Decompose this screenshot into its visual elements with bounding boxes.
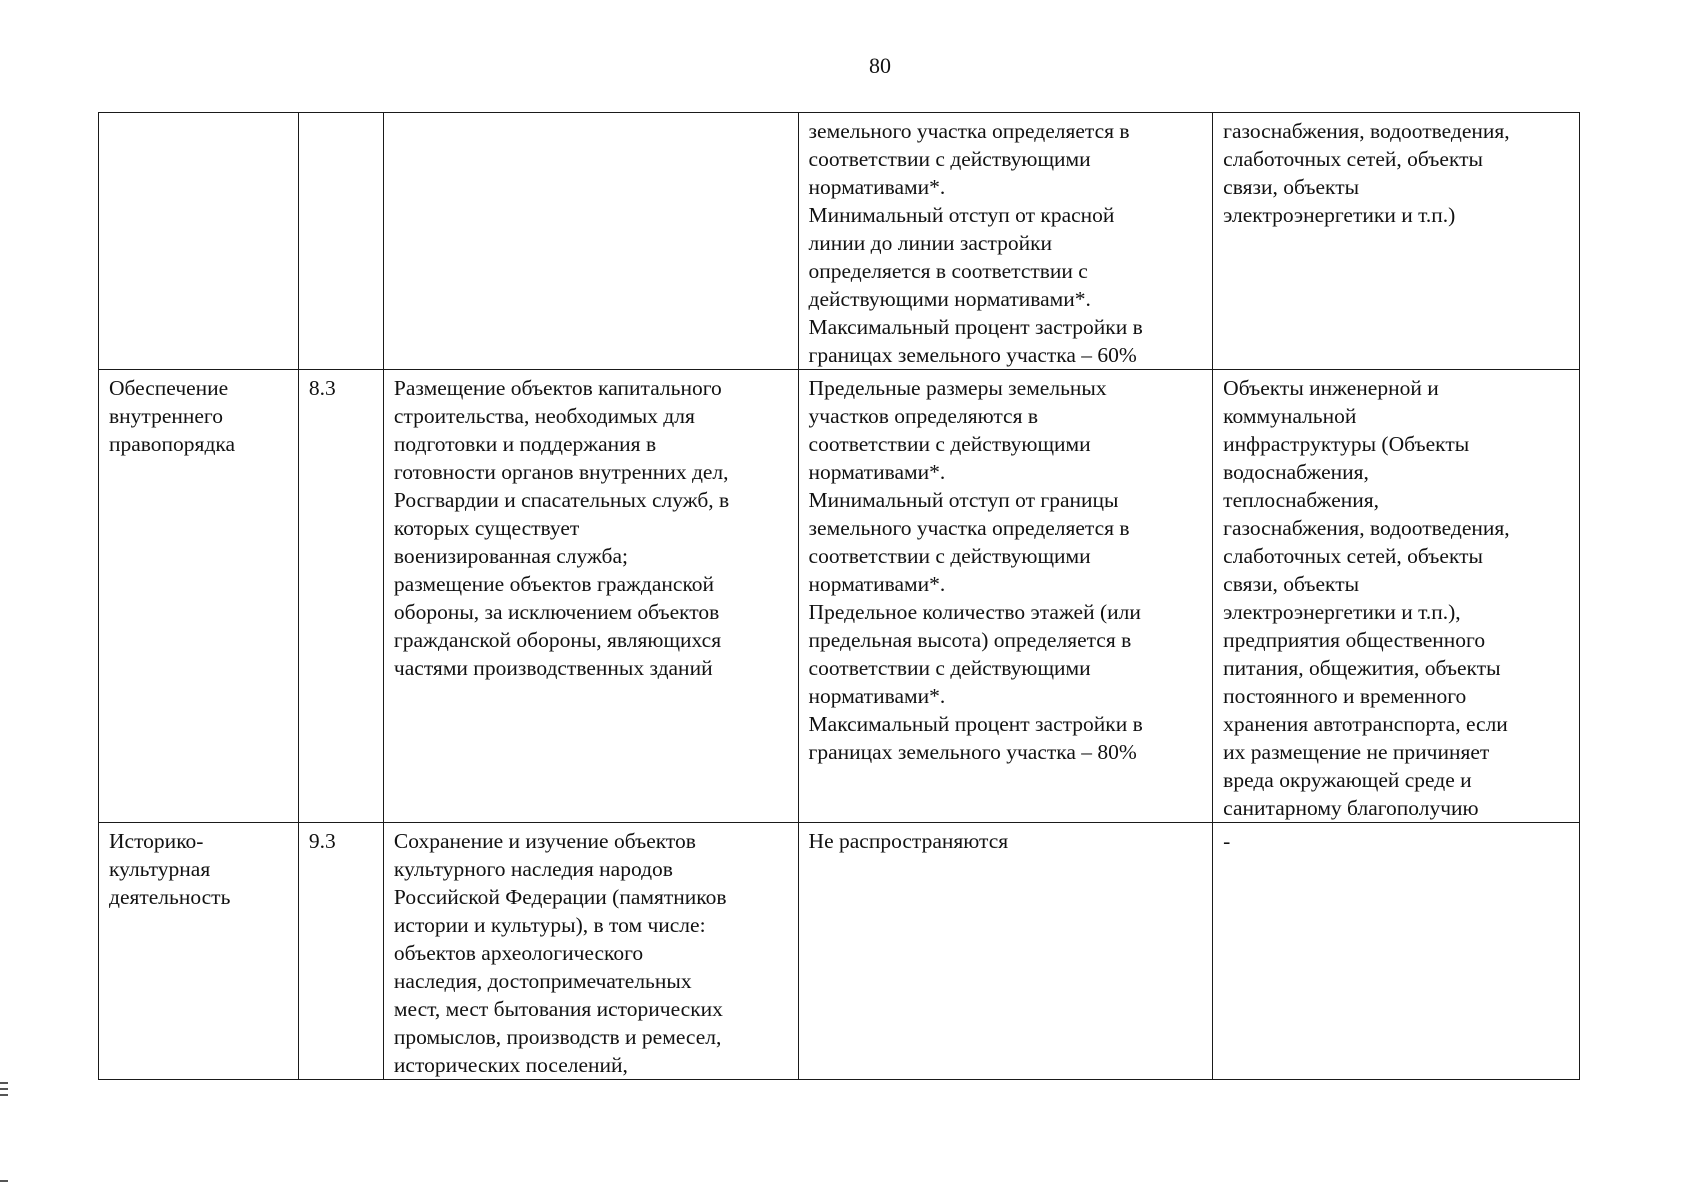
scan-margin-mark <box>0 1088 8 1090</box>
page-number: 80 <box>869 53 891 78</box>
cell-use-description <box>383 113 798 370</box>
cell-use-name: Обеспечение внутреннего правопорядка <box>99 370 299 823</box>
cell-auxiliary-uses: - <box>1213 823 1580 1080</box>
cell-use-description: Размещение объектов капитального строительства, необходимых для подготовки и поддержания в готовности органов внутренних дел, Росгвардии и спасательных служб, в которых существует военизированная служба; размещение объектов гражданской обороны, за исключением объектов гражданской обороны, являющихся частями производственных зданий <box>383 370 798 823</box>
cell-use-code <box>298 113 383 370</box>
cell-build-parameters: земельного участка определяется в соответствии с действующими нормативами*. Минимальный отступ от красной линии до линии застройки определяется в соответствии с действующими нормативами*. Максимальный процент застройки в границах земельного участка – 60% <box>798 113 1213 370</box>
cell-use-code: 9.3 <box>298 823 383 1080</box>
cell-auxiliary-uses: газоснабжения, водоотведения, слаботочных сетей, объекты связи, объекты электроэнергетики и т.п.) <box>1213 113 1580 370</box>
cell-use-code: 8.3 <box>298 370 383 823</box>
cell-auxiliary-uses: Объекты инженерной и коммунальной инфраструктуры (Объекты водоснабжения, теплоснабжения, газоснабжения, водоотведения, слаботочных сетей, объекты связи, объекты электроэнергетики и т.п.), предприятия общественного питания, общежития, объекты постоянного и временного хранения автотранспорта, если их размещение не причиняет вреда окружающей среде и санитарному благополучию <box>1213 370 1580 823</box>
land-use-table <box>98 112 1580 1080</box>
table-row-8-3 <box>99 370 1580 823</box>
cell-use-name: Историко- культурная деятельность <box>99 823 299 1080</box>
scan-margin-mark <box>0 1180 8 1182</box>
table-row-9-3 <box>99 823 1580 1080</box>
cell-build-parameters: Предельные размеры земельных участков определяются в соответствии с действующими нормативами*. Минимальный отступ от границы земельного участка определяется в соответствии с действующими нормативами*. Предельное количество этажей (или предельная высота) определяется в соответствии с действующими нормативами*. Максимальный процент застройки в границах земельного участка – 80% <box>798 370 1213 823</box>
cell-use-name <box>99 113 299 370</box>
scan-margin-mark <box>0 1094 8 1096</box>
cell-build-parameters: Не распространяются <box>798 823 1213 1080</box>
scan-margin-mark <box>0 1082 8 1084</box>
table-row-continuation <box>99 113 1580 370</box>
cell-use-description: Сохранение и изучение объектов культурного наследия народов Российской Федерации (памятников истории и культуры), в том числе: объектов археологического наследия, достопримечательных мест, мест бытования исторических промыслов, производств и ремесел, исторических поселений, <box>383 823 798 1080</box>
